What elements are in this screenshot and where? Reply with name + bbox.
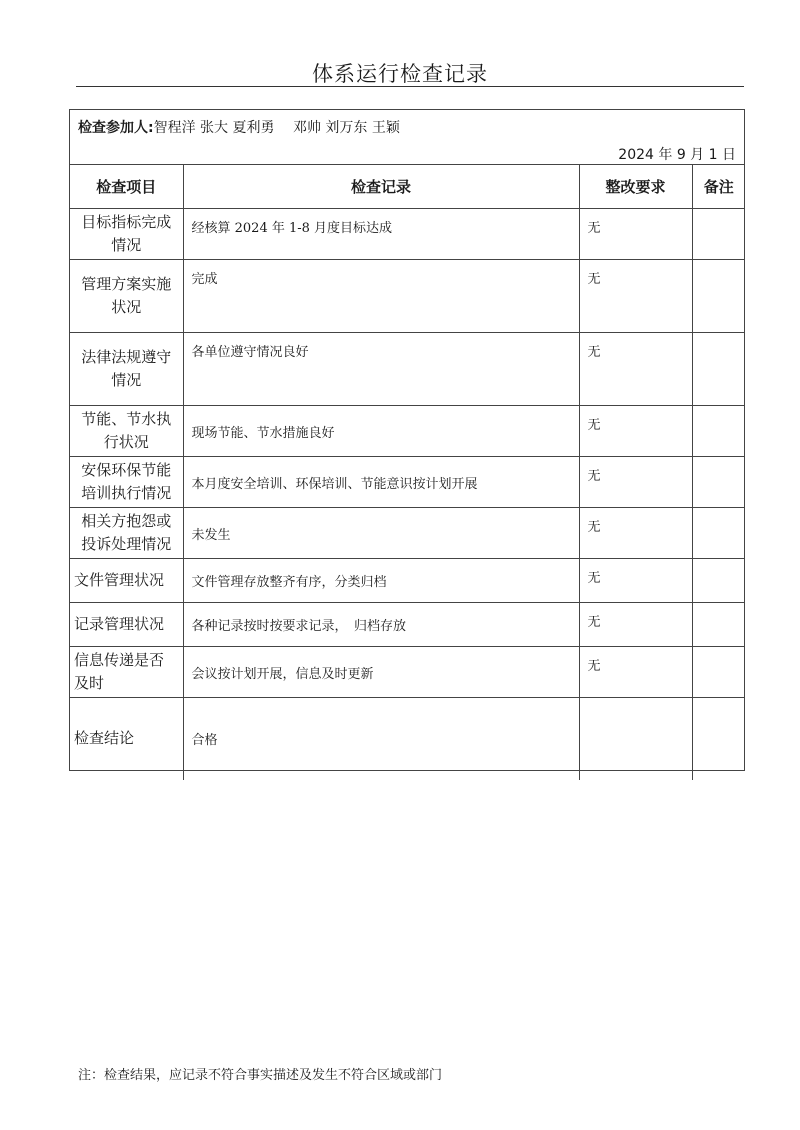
row-record: 现场节能、节水措施良好	[183, 406, 579, 457]
row-item: 信息传递是否及时	[70, 647, 183, 698]
inspection-form	[69, 109, 745, 771]
row-remark	[692, 209, 745, 260]
row-remark	[692, 508, 745, 559]
inspection-table	[70, 164, 745, 780]
row-item: 文件管理状况	[70, 559, 183, 603]
row-record: 本月度安全培训、环保培训、节能意识按计划开展	[183, 457, 579, 508]
row-item: 管理方案实施状况	[70, 260, 183, 333]
row-item: 节能、节水执行状况	[70, 406, 183, 457]
inspection-date: 2024 年 9 月 1 日	[618, 147, 736, 163]
row-requirement: 无	[579, 260, 692, 333]
row-item: 记录管理状况	[70, 603, 183, 647]
row-record: 经核算 2024 年 1-8 月度目标达成	[183, 209, 579, 260]
row-record: 各种记录按时按要求记录， 归档存放	[183, 603, 579, 647]
conclusion-value: 合格	[183, 698, 579, 780]
title-underline	[76, 86, 744, 87]
header-remark: 备注	[692, 165, 745, 209]
row-remark	[692, 603, 745, 647]
participants-line	[78, 117, 400, 137]
header-record: 检查记录	[183, 165, 579, 209]
table-row	[70, 508, 745, 559]
row-remark	[692, 260, 745, 333]
row-remark	[692, 698, 745, 780]
footnote: 注：检查结果，应记录不符合事实描述及发生不符合区域或部门	[78, 1068, 443, 1083]
row-record: 各单位遵守情况良好	[183, 333, 579, 406]
row-item: 法律法规遵守情况	[70, 333, 183, 406]
table-row	[70, 457, 745, 508]
table-row	[70, 260, 745, 333]
row-record: 会议按计划开展，信息及时更新	[183, 647, 579, 698]
row-remark	[692, 457, 745, 508]
header-item: 检查项目	[70, 165, 183, 209]
row-requirement: 无	[579, 333, 692, 406]
header-requirement: 整改要求	[579, 165, 692, 209]
participants-names: 智程洋 张大 夏利勇 邓帅 刘万东 王颖	[153, 120, 400, 136]
page-title: 体系运行检查记录	[312, 62, 488, 86]
row-item: 相关方抱怨或投诉处理情况	[70, 508, 183, 559]
row-requirement: 无	[579, 508, 692, 559]
row-item: 目标指标完成情况	[70, 209, 183, 260]
row-requirement: 无	[579, 603, 692, 647]
row-requirement: 无	[579, 647, 692, 698]
table-row	[70, 647, 745, 698]
table-row	[70, 209, 745, 260]
table-row	[70, 406, 745, 457]
table-row	[70, 333, 745, 406]
row-requirement: 无	[579, 209, 692, 260]
row-requirement: 无	[579, 457, 692, 508]
row-record: 文件管理存放整齐有序，分类归档	[183, 559, 579, 603]
row-item: 安保环保节能培训执行情况	[70, 457, 183, 508]
row-record: 未发生	[183, 508, 579, 559]
participants-label: 检查参加人:	[78, 120, 154, 136]
row-requirement	[579, 698, 692, 780]
conclusion-row	[70, 698, 745, 780]
row-remark	[692, 559, 745, 603]
table-row	[70, 603, 745, 647]
row-requirement: 无	[579, 559, 692, 603]
table-row	[70, 559, 745, 603]
conclusion-label: 检查结论	[70, 698, 183, 780]
header-row	[70, 165, 745, 209]
row-remark	[692, 406, 745, 457]
row-record: 完成	[183, 260, 579, 333]
row-remark	[692, 647, 745, 698]
row-remark	[692, 333, 745, 406]
row-requirement: 无	[579, 406, 692, 457]
